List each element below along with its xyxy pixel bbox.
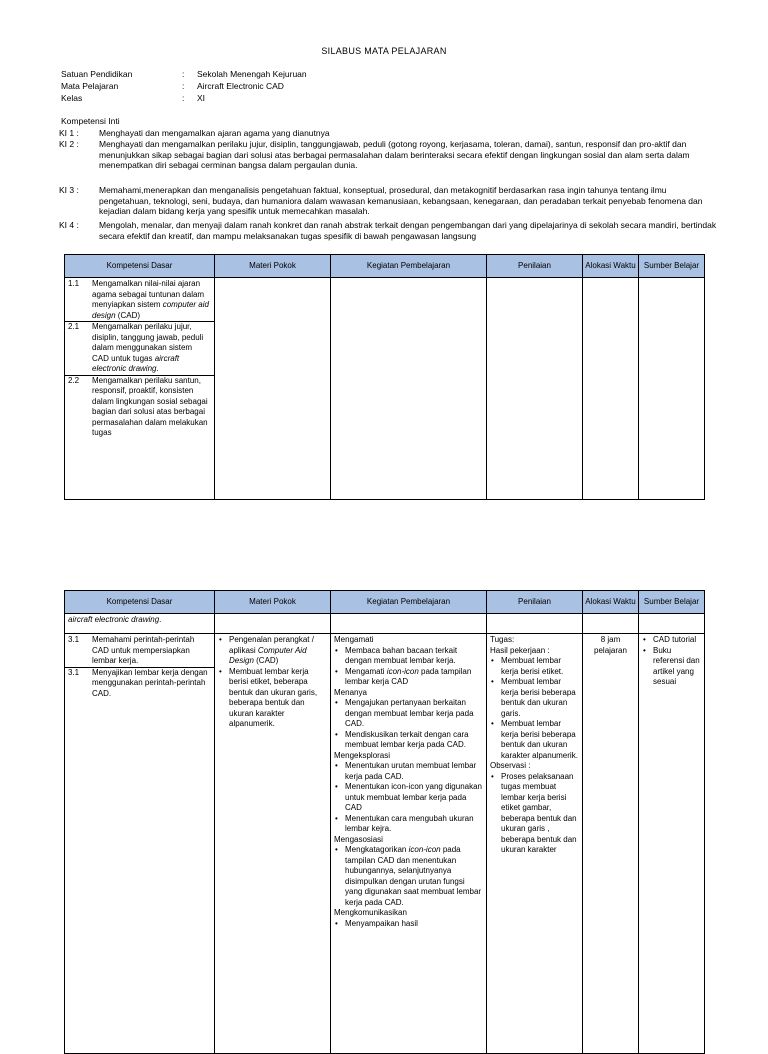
penilaian-observasi: Observasi :	[490, 761, 531, 770]
kegiatan-list	[334, 646, 483, 688]
table-header-row	[65, 591, 705, 614]
kompetensi-dasar-cell	[65, 634, 215, 1054]
kd-item	[68, 279, 211, 321]
header-kompetensi-dasar: Kompetensi Dasar	[65, 255, 215, 278]
kegiatan-heading: Mengamati	[334, 635, 374, 644]
kegiatan-list	[334, 698, 483, 751]
page-title: SILABUS MATA PELAJARAN	[321, 46, 447, 56]
list-item: • Proses pelaksanaan tugas membuat lembar kerja berisi etiket gambar, beberapa bentuk dan ukuran garis , beberapa bentuk dan ukuran karakter	[501, 772, 579, 856]
empty-cell	[583, 614, 639, 634]
ki-text: Menghayati dan mengamalkan perilaku jujur, disiplin, tanggungjawab, peduli (gotong royong, kerjasama, toleran, damai), santun, responsif dan pro-aktif dan menunjukkan sikap sebagai bagian dari solusi atas berbagai permasalahan dalam berinteraksi secara efektif dengan lingkungan sosial dan alam serta dalam menempatkan diri sebagai cerminan bangsa dalam pergaulan dunia.	[99, 139, 690, 170]
ki-code: KI 4 :	[59, 220, 79, 230]
list-item: • Membuat lembar kerja berisi beberapa bentuk dan ukuran karakter alpanumerik.	[501, 719, 579, 761]
kegiatan-list	[334, 919, 483, 930]
kd-number: 3.1	[68, 667, 80, 677]
kegiatan-heading: Mengeksplorasi	[334, 750, 391, 760]
table-row	[65, 634, 705, 1054]
penilaian-hasil: Hasil pekerjaan :	[490, 645, 550, 655]
sumber-cell	[639, 278, 705, 500]
empty-cell	[331, 614, 487, 634]
table-row	[65, 614, 705, 634]
kd-continuation-cell: aircraft electronic drawing.	[65, 614, 215, 634]
table-row	[65, 278, 705, 500]
kd-text: Memahami perintah-perintah CAD untuk mempersiapkan lembar kerja.	[92, 635, 195, 665]
ki-text: Memahami,menerapkan dan menganalisis pengetahuan faktual, konseptual, prosedural, dan metakognitif berdasarkan rasa ingin tahunya tentang ilmu pengetahuan, teknologi, seni, budaya, dan humaniora dalam wawasan kemanusiaan, kebangsaan, kenegaraan, dan peradaban terkait penyebab fenomena dan kejadian dalam bidang kerja yang spesifik untuk memecahkan masalah.	[99, 185, 703, 216]
alokasi-cell	[583, 278, 639, 500]
list-item: • Menentukan urutan membuat lembar kerja pada CAD.	[345, 761, 483, 782]
kegiatan-heading: Mengasosiasi	[334, 834, 383, 844]
meta-colon: :	[182, 93, 185, 103]
kd-number: 2.1	[68, 322, 80, 331]
list-item: • Mengkatagorikan icon-icon pada tampilan CAD dan menentukan hubungannya, selanjutnyanya disimpulkan dengan urutan fungsi yang digunakan saat membuat lembar kerja pada CAD.	[345, 845, 483, 908]
meta-value: Aircraft Electronic CAD	[197, 81, 284, 91]
empty-cell	[487, 614, 583, 634]
header-sumber: Sumber Belajar	[639, 591, 705, 614]
list-item: • Membuat lembar kerja berisi beberapa bentuk dan ukuran garis.	[501, 677, 579, 719]
empty-cell	[639, 614, 705, 634]
list-item: • Mengamati icon-icon pada tampilan lembar kerja CAD	[345, 667, 483, 688]
list-item: • Membuat lembar kerja berisi etiket.	[501, 656, 579, 677]
kegiatan-heading: Menanya	[334, 687, 367, 697]
kd-item	[68, 322, 211, 375]
kd-text: Mengamalkan perilaku jujur, disiplin, tanggung jawab, peduli dalam menggunakan sistem CAD untuk tugas aircraft electronic drawing.	[92, 322, 204, 373]
kd-item	[68, 376, 211, 439]
ki-code: KI 1 :	[59, 128, 79, 138]
meta-label: Mata Pelajaran	[61, 81, 119, 91]
kd-number: 3.1	[68, 635, 80, 644]
list-item: • CAD tutorial	[653, 635, 701, 646]
materi-pokok-cell	[215, 278, 331, 500]
table-header-row	[65, 255, 705, 278]
sumber-list	[642, 635, 701, 688]
penilaian-list	[490, 772, 579, 856]
kd-item	[68, 635, 211, 667]
ki-heading: Kompetensi Inti	[61, 116, 120, 126]
header-penilaian: Penilaian	[487, 255, 583, 278]
ki-code: KI 3 :	[59, 185, 79, 195]
meta-value: XI	[197, 93, 206, 103]
kd-text: Mengamalkan nilai-nilai ajaran agama sebagai tuntunan dalam menyiapkan sistem computer aid design (CAD)	[92, 279, 209, 320]
header-kompetensi-dasar: Kompetensi Dasar	[65, 591, 215, 614]
syllabus-table-2	[64, 590, 705, 1054]
list-item: • Menentukan cara mengubah ukuran lembar kejra.	[345, 814, 483, 835]
header-materi-pokok: Materi Pokok	[215, 591, 331, 614]
penilaian-tugas: Tugas:	[490, 635, 515, 644]
kd-item	[68, 668, 211, 700]
materi-pokok-cell	[215, 634, 331, 1054]
meta-label: Satuan Pendidikan	[61, 69, 133, 79]
ki-code: KI 2 :	[59, 139, 79, 149]
header-materi-pokok: Materi Pokok	[215, 255, 331, 278]
sumber-cell	[639, 634, 705, 1054]
list-item: • Menentukan icon-icon yang digunakan untuk membuat lembar kerja pada CAD	[345, 782, 483, 814]
list-item: • Buku referensi dan artikel yang sesuai	[653, 646, 701, 688]
kd-number: 2.2	[68, 375, 80, 385]
kegiatan-cell	[331, 278, 487, 500]
kd-number: 1.1	[68, 279, 80, 288]
list-item: • Membuat lembar kerja berisi etiket, beberapa bentuk dan ukuran garis, beberapa bentuk dan ukuran karakter alpanumerik.	[229, 667, 327, 730]
materi-list	[218, 635, 327, 730]
kd-text: Mengamalkan perilaku santun, responsif, proaktif, konsisten dalam lingkungan sosial sebagai bagian dari solusi atas berbagai permasalahan dalam melakukan tugas	[92, 375, 208, 437]
ki-text: Mengolah, menalar, dan menyaji dalam ranah konkret dan ranah abstrak terkait dengan pengembangan dari yang dipelajarinya di sekolah secara mandiri, bertindak secara efektif dan kreatif, dan mampu melaksanakan tugas spesifik di bawah pengawasan langsung	[99, 220, 717, 241]
header-alokasi: Alokasi Waktu	[583, 255, 639, 278]
syllabus-table-1	[64, 254, 705, 500]
list-item: • Membaca bahan bacaan terkait dengan membuat lembar kerja.	[345, 646, 483, 667]
kegiatan-cell	[331, 634, 487, 1054]
meta-colon: :	[182, 69, 185, 79]
meta-value: Sekolah Menengah Kejuruan	[197, 69, 307, 79]
kegiatan-list	[334, 761, 483, 835]
kegiatan-list	[334, 845, 483, 908]
penilaian-cell	[487, 634, 583, 1054]
header-sumber: Sumber Belajar	[639, 255, 705, 278]
penilaian-cell	[487, 278, 583, 500]
list-item: • Menyampaikan hasil	[345, 919, 483, 930]
empty-cell	[215, 614, 331, 634]
kegiatan-heading: Mengkomunikasikan	[334, 908, 407, 917]
ki-text: Menghayati dan mengamalkan ajaran agama yang dianutnya	[99, 128, 330, 138]
header-kegiatan: Kegiatan Pembelajaran	[331, 255, 487, 278]
penilaian-list	[490, 656, 579, 761]
header-alokasi: Alokasi Waktu	[583, 591, 639, 614]
meta-colon: :	[182, 81, 185, 91]
kompetensi-dasar-cell	[65, 278, 215, 500]
meta-label: Kelas	[61, 93, 83, 103]
list-item: • Mengajukan pertanyaan berkaitan dengan membuat lembar kerja pada CAD.	[345, 698, 483, 730]
header-kegiatan: Kegiatan Pembelajaran	[331, 591, 487, 614]
list-item: • Mendiskusikan terkait dengan cara membuat lembar kerja pada CAD.	[345, 730, 483, 751]
kd-text: Menyajikan lembar kerja dengan menggunakan perintah-perintah CAD.	[92, 667, 208, 698]
alokasi-cell: 8 jam pelajaran	[583, 634, 639, 1054]
header-penilaian: Penilaian	[487, 591, 583, 614]
list-item: • Pengenalan perangkat / aplikasi Computer Aid Design (CAD)	[229, 635, 327, 667]
